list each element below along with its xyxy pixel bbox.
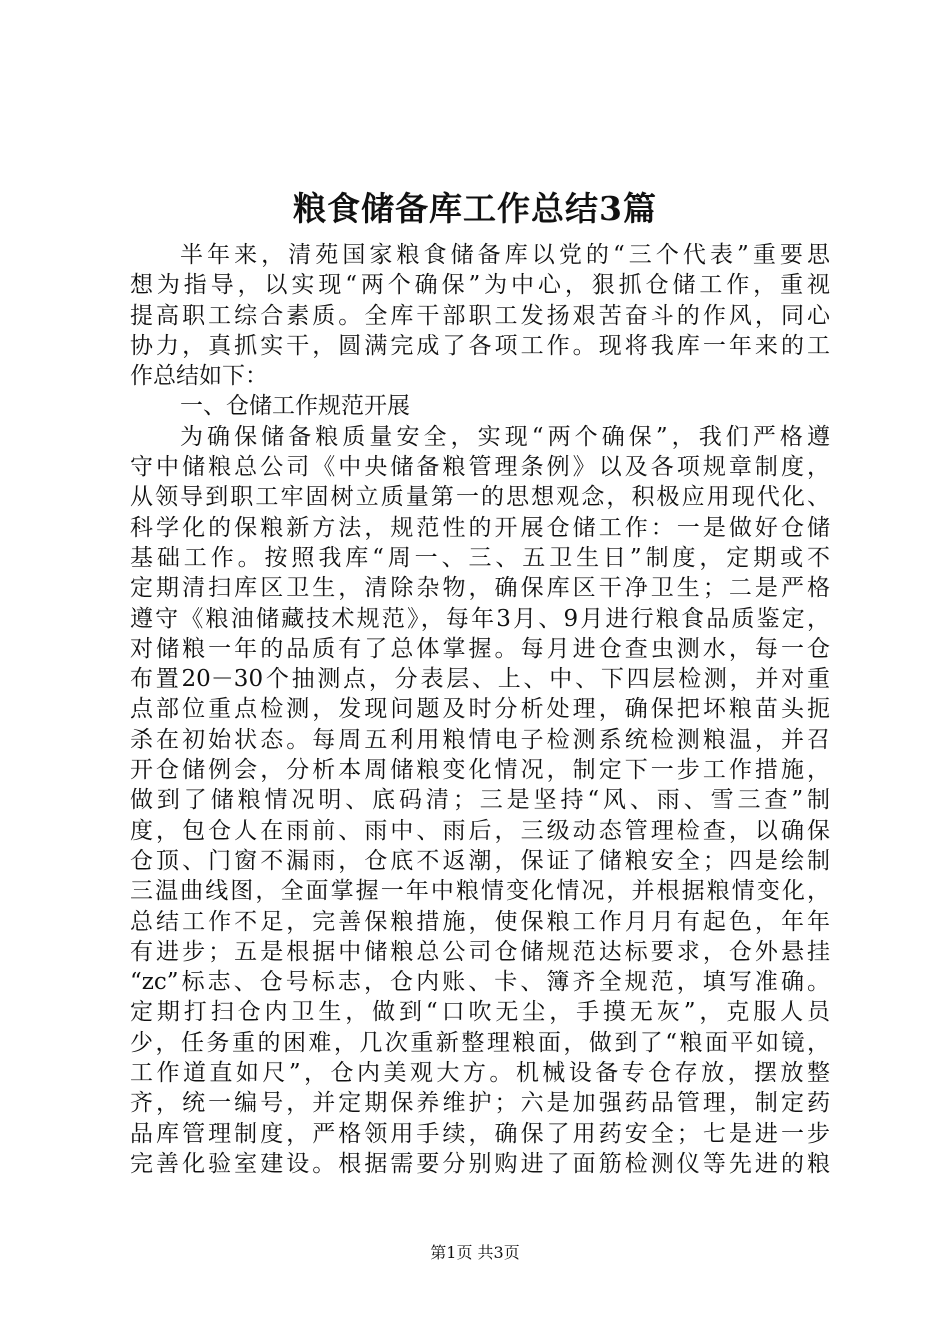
body-line: 齐，统一编号，并定期保养维护；六是加强药品管理，制定药 xyxy=(130,1090,830,1117)
body-line: 点部位重点检测，发现问题及时分析处理，确保把坏粮苗头扼 xyxy=(130,696,830,723)
body-line: 作总结如下： xyxy=(130,363,268,390)
body-line: 少，任务重的困难，几次重新整理粮面，做到了“粮面平如镜， xyxy=(130,1029,830,1056)
body-line: 想为指导，以实现“两个确保”为中心，狠抓仓储工作，重视 xyxy=(130,272,830,299)
body-line: 为确保储备粮质量安全，实现“两个确保”，我们严格遵 xyxy=(180,423,830,450)
body-line: 杀在初始状态。每周五利用粮情电子检测系统检测粮温，并召 xyxy=(130,726,830,753)
body-line: 有进步；五是根据中储粮总公司仓储规范达标要求，仓外悬挂 xyxy=(130,938,830,965)
body-line: 从领导到职工牢固树立质量第一的思想观念，积极应用现代化、 xyxy=(130,484,830,511)
body-line: 定期打扫仓内卫生，做到“口吹无尘，手摸无灰”，克服人员 xyxy=(130,999,830,1026)
body-line: 布置20－30个抽测点，分表层、上、中、下四层检测，并对重 xyxy=(130,666,830,693)
body-line: 品库管理制度，严格领用手续，确保了用药安全；七是进一步 xyxy=(130,1120,830,1147)
page-number-footer: 第1页 共3页 xyxy=(430,1243,520,1262)
body-line: 提高职工综合素质。全库干部职工发扬艰苦奋斗的作风，同心 xyxy=(130,302,830,329)
body-line: 遵守《粮油储藏技术规范》，每年3月、9月进行粮食品质鉴定， xyxy=(130,605,830,632)
body-line: 对储粮一年的品质有了总体掌握。每月进仓查虫测水，每一仓 xyxy=(130,635,830,662)
section-heading: 一、仓储工作规范开展 xyxy=(180,393,410,420)
body-line: 工作道直如尺”，仓内美观大方。机械设备专仓存放，摆放整 xyxy=(130,1060,830,1087)
body-line: 总结工作不足，完善保粮措施，使保粮工作月月有起色，年年 xyxy=(130,908,830,935)
body-line: 协力，真抓实干，圆满完成了各项工作。现将我库一年来的工 xyxy=(130,332,830,359)
body-line: 完善化验室建设。根据需要分别购进了面筋检测仪等先进的粮 xyxy=(130,1150,830,1177)
body-line: 三温曲线图，全面掌握一年中粮情变化情况，并根据粮情变化， xyxy=(130,878,830,905)
body-line: 开仓储例会，分析本周储粮变化情况，制定下一步工作措施， xyxy=(130,757,830,784)
body-line: 度，包仓人在雨前、雨中、雨后，三级动态管理检查，以确保 xyxy=(130,817,830,844)
body-line: 科学化的保粮新方法，规范性的开展仓储工作：一是做好仓储 xyxy=(130,514,830,541)
body-line: 定期清扫库区卫生，清除杂物，确保库区干净卫生；二是严格 xyxy=(130,575,830,602)
body-line: “zc”标志、仓号标志，仓内账、卡、簿齐全规范，填写准确。 xyxy=(130,969,830,996)
document-title: 粮食储备库工作总结3篇 xyxy=(293,189,657,228)
document-body xyxy=(130,240,830,1179)
body-line: 仓顶、门窗不漏雨，仓底不返潮，保证了储粮安全；四是绘制 xyxy=(130,847,830,874)
body-line: 基础工作。按照我库“周一、三、五卫生日”制度，定期或不 xyxy=(130,544,830,571)
body-line: 守中储粮总公司《中央储备粮管理条例》以及各项规章制度， xyxy=(130,454,830,481)
body-line: 半年来，清苑国家粮食储备库以党的“三个代表”重要思 xyxy=(180,242,830,268)
body-line: 做到了储粮情况明、底码清；三是坚持“风、雨、雪三查”制 xyxy=(130,787,830,814)
